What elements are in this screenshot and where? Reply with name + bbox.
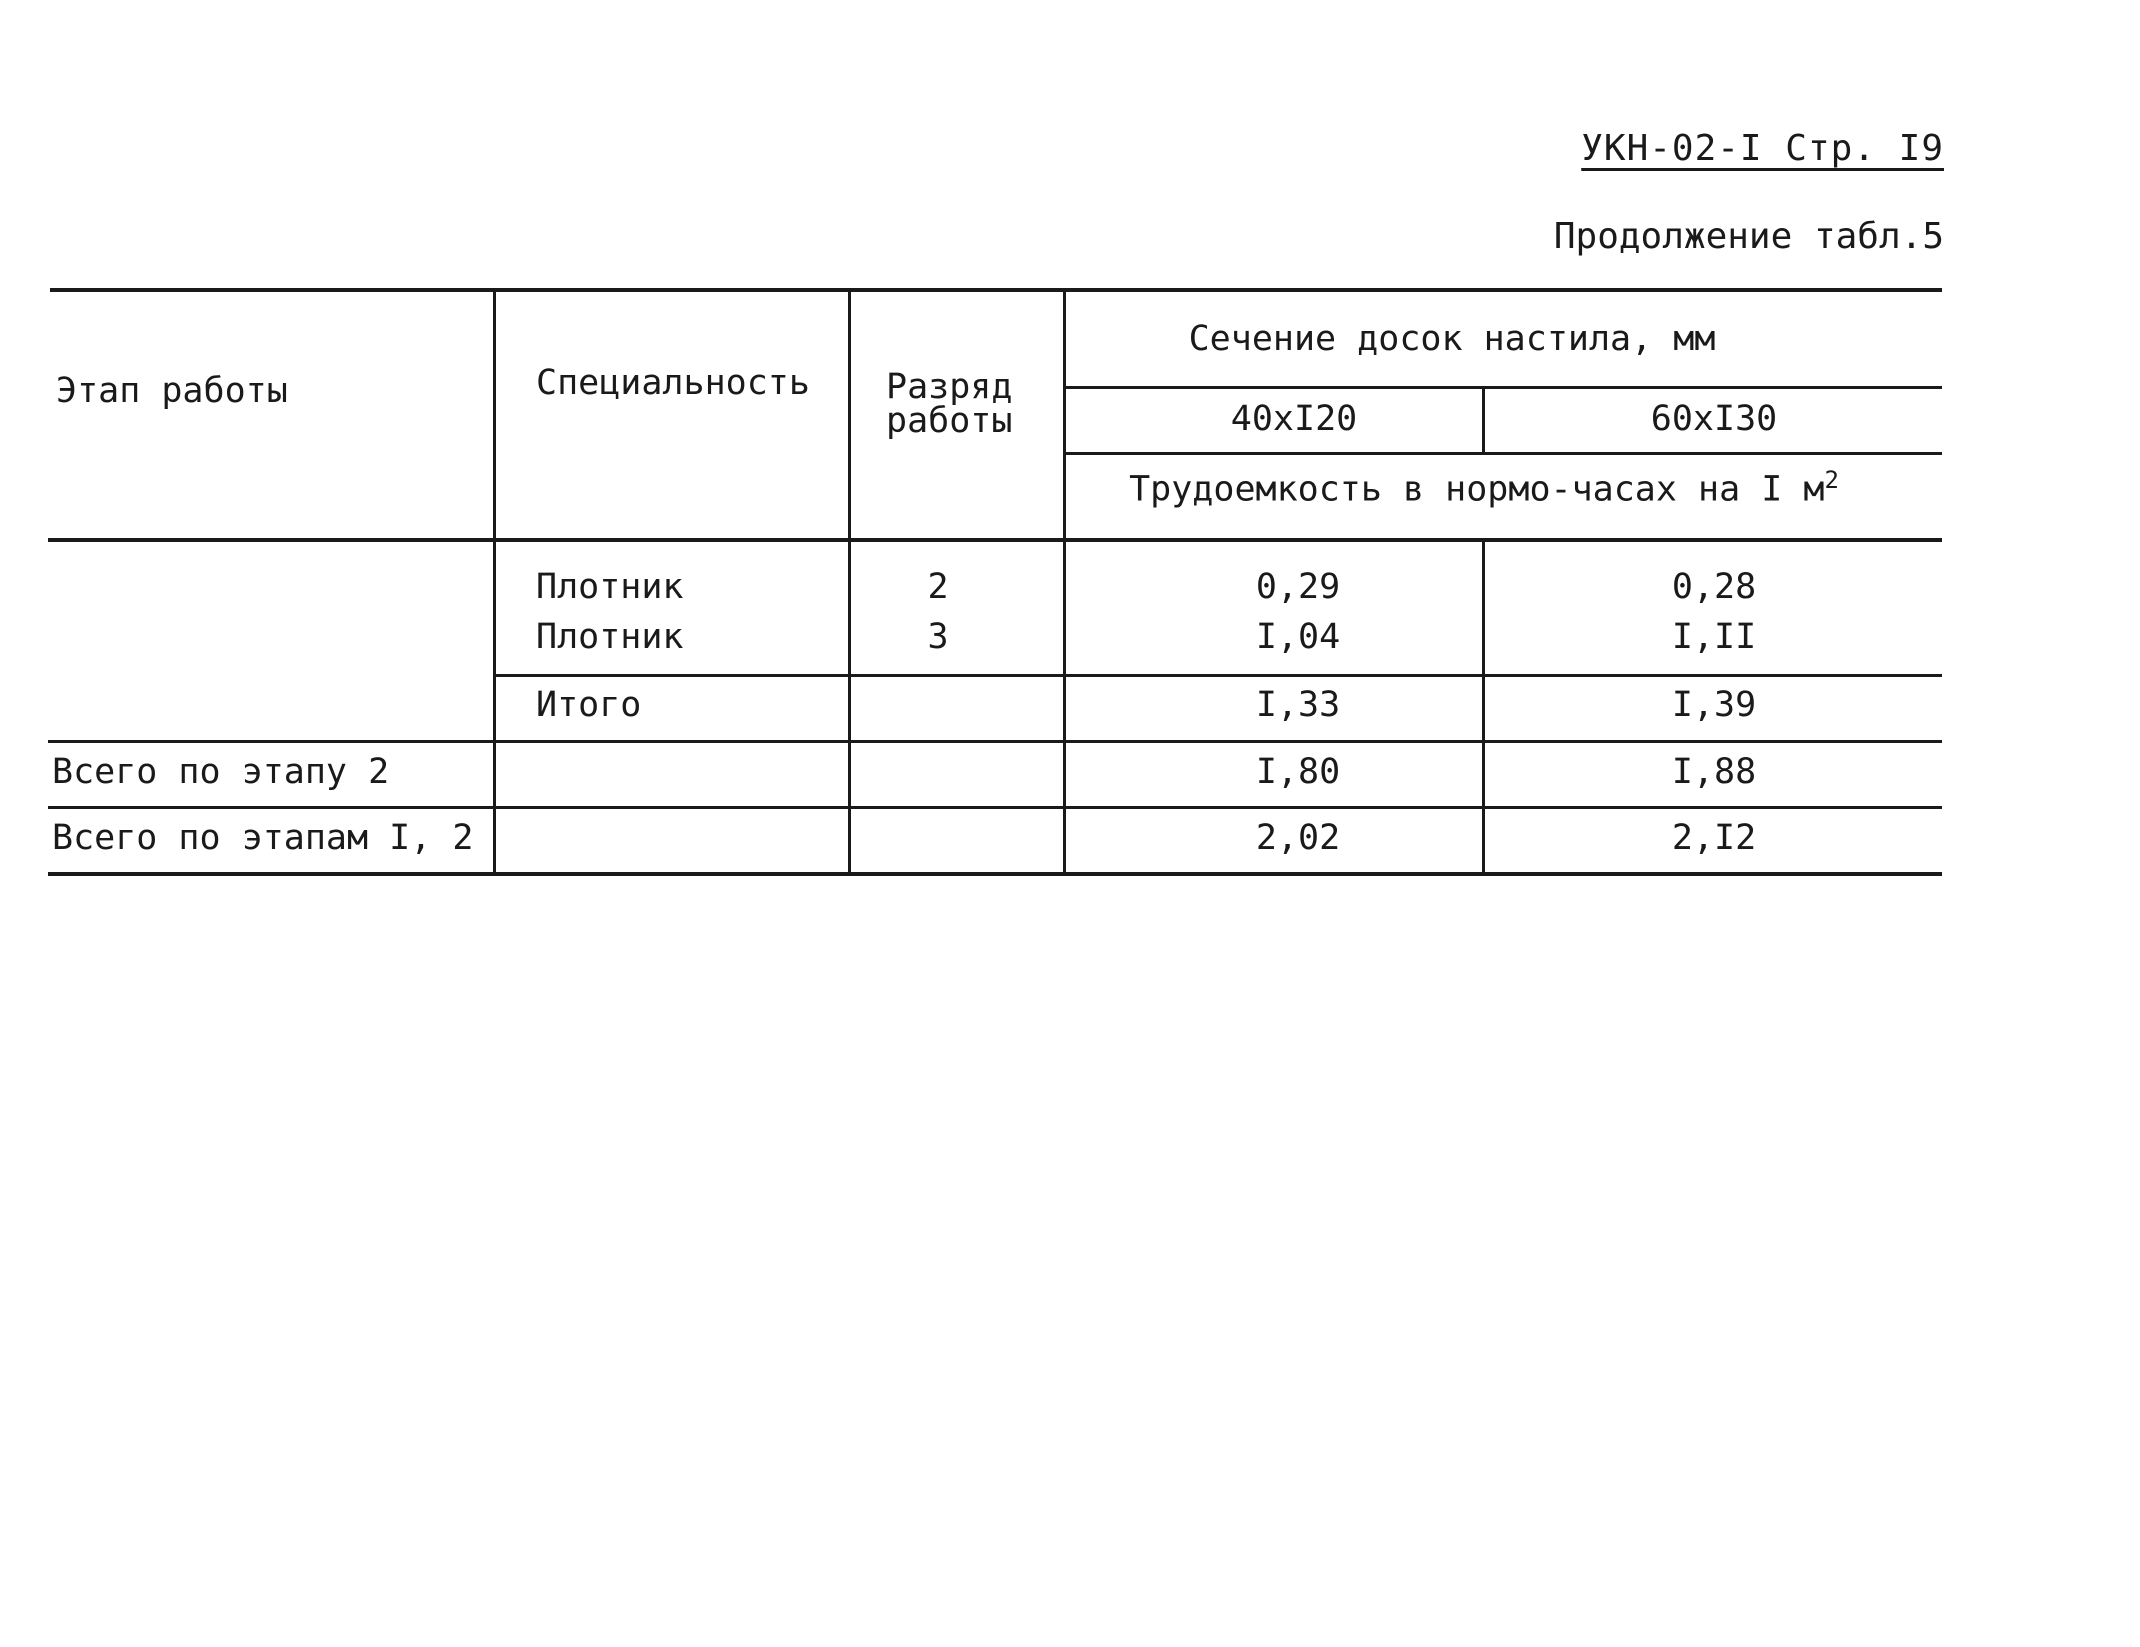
row-1-grade: 2 bbox=[927, 567, 949, 607]
grand-total-value-60x130: 2,I2 bbox=[1671, 818, 1757, 858]
grade-column-divider bbox=[1063, 288, 1066, 876]
section-subheader-rule bbox=[1066, 386, 1942, 389]
labor-table bbox=[48, 288, 1944, 878]
header-bottom-rule bbox=[48, 538, 1942, 542]
header-section-40x120: 40хI20 bbox=[1230, 399, 1358, 439]
header-labor-intensity bbox=[1129, 468, 1839, 508]
subtotal-rule bbox=[493, 674, 1942, 677]
subtotal-value-40x120: I,33 bbox=[1255, 685, 1341, 725]
labor-intensity-text: Трудоемкость в нормо-часах на I м bbox=[1129, 469, 1825, 510]
subtotal-label: Итого bbox=[536, 685, 642, 725]
stage-total-value-60x130: I,88 bbox=[1671, 752, 1757, 792]
labor-intensity-superscript: 2 bbox=[1824, 466, 1839, 494]
table-bottom-rule bbox=[48, 872, 1942, 876]
header-stage: Этап работы bbox=[56, 371, 288, 411]
header-specialty: Специальность bbox=[536, 363, 810, 403]
row-1-value-60x130: 0,28 bbox=[1671, 567, 1757, 607]
row-1-specialty: Плотник bbox=[536, 567, 684, 607]
header-section-group: Сечение досок настила, мм bbox=[1188, 319, 1716, 359]
stage-total-label: Всего по этапу 2 bbox=[52, 752, 390, 792]
header-grade-line2: работы bbox=[886, 401, 1013, 441]
table-top-rule bbox=[50, 288, 1942, 292]
table-continuation-label: Продолжение табл.5 bbox=[1553, 216, 1944, 257]
stage-total-value-40x120: I,80 bbox=[1255, 752, 1341, 792]
header-grade-line1: Разряд bbox=[886, 367, 1013, 407]
grand-total-rule bbox=[48, 806, 1942, 809]
stage-total-rule bbox=[48, 740, 1942, 743]
row-2-value-40x120: I,04 bbox=[1255, 617, 1341, 657]
stage-column-divider bbox=[493, 288, 496, 876]
page-reference: УКН-02-I Стр. I9 bbox=[1581, 128, 1944, 169]
subtotal-value-60x130: I,39 bbox=[1671, 685, 1757, 725]
specialty-column-divider bbox=[848, 288, 851, 876]
grand-total-value-40x120: 2,02 bbox=[1255, 818, 1341, 858]
row-1-value-40x120: 0,29 bbox=[1255, 567, 1341, 607]
section-column-divider bbox=[1482, 388, 1485, 452]
labor-header-rule bbox=[1066, 452, 1942, 455]
header-section-60x130: 60хI30 bbox=[1650, 399, 1778, 439]
row-2-specialty: Плотник bbox=[536, 617, 684, 657]
value-column-divider bbox=[1482, 540, 1485, 876]
row-2-value-60x130: I,II bbox=[1671, 617, 1757, 657]
grand-total-label: Всего по этапам I, 2 bbox=[52, 818, 474, 858]
row-2-grade: 3 bbox=[927, 617, 949, 657]
